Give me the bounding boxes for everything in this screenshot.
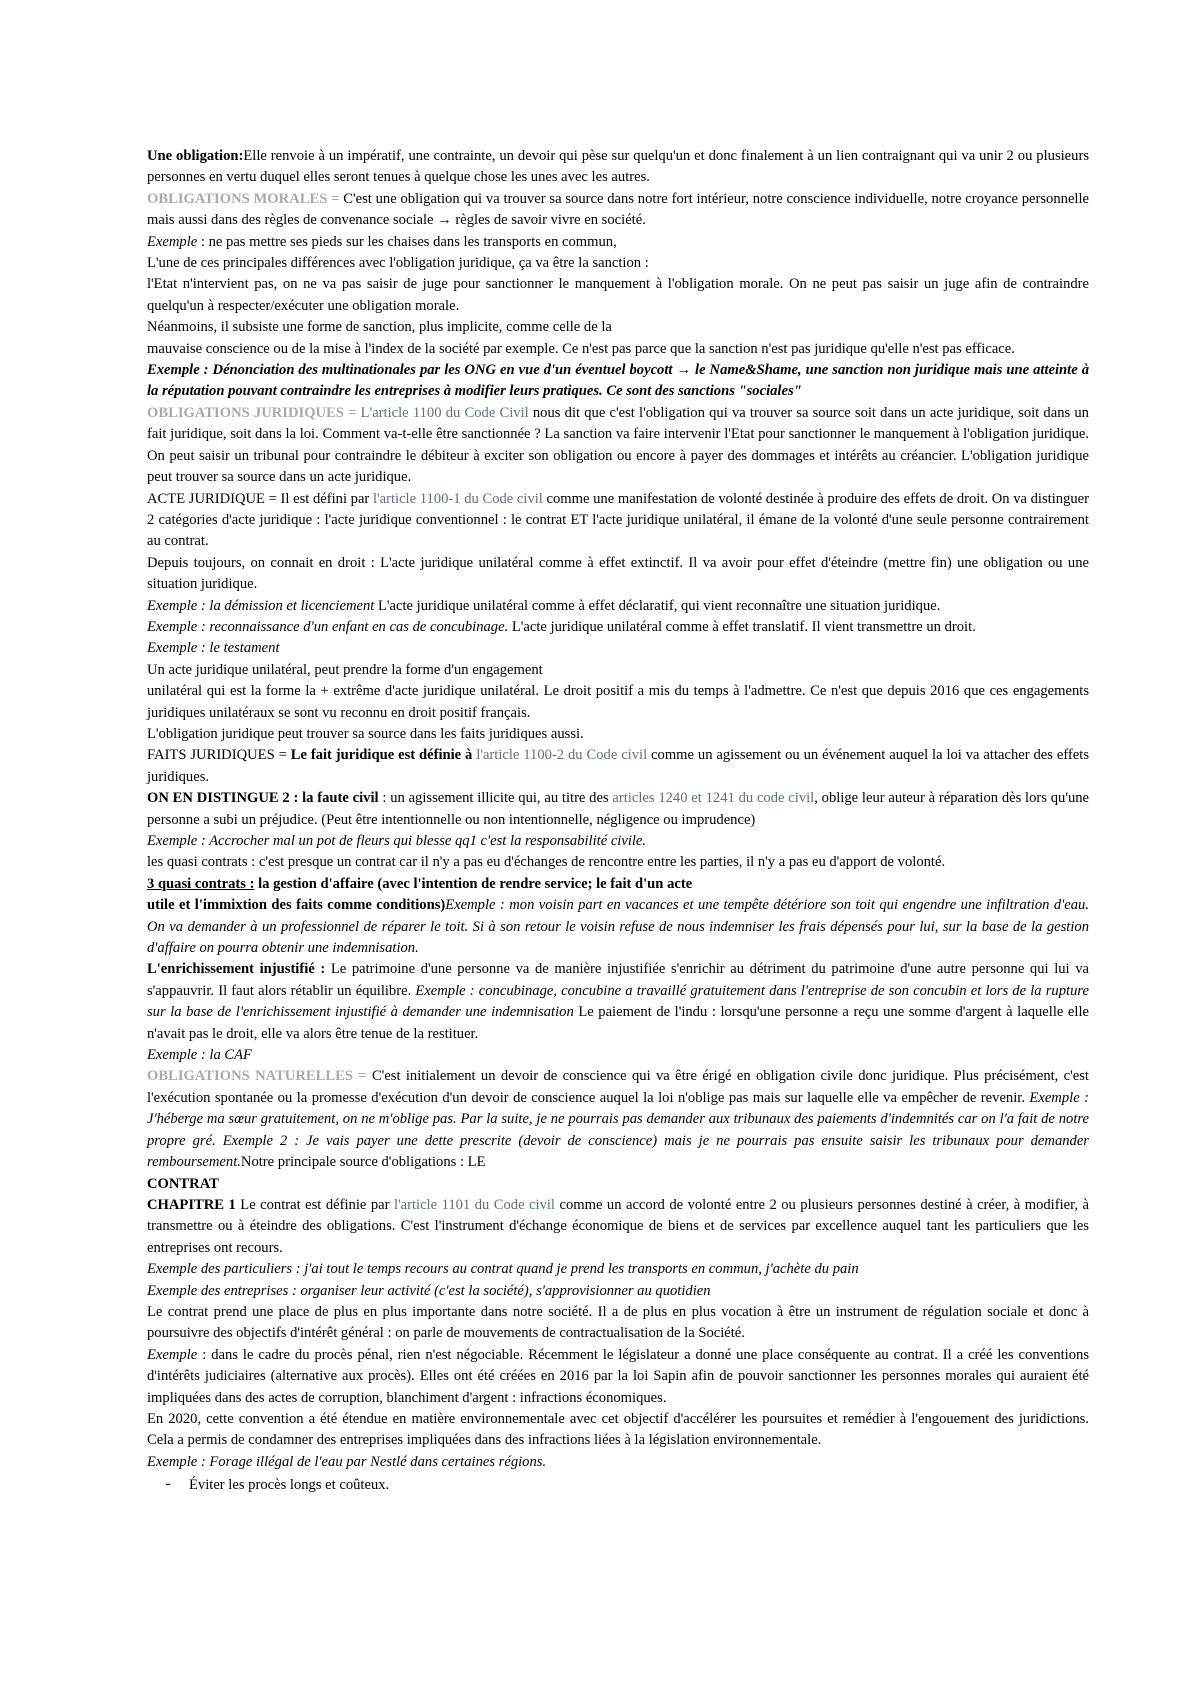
quasi3-heading: 3 quasi contrats : [147,875,255,892]
ong-example: Exemple : Dénonciation des multinationales par les ONG en vue d'un éventuel boycott → le Name&Shame, une sanction non juridique mais une atteinte à la réputation pouvant contraindre les entreprises à modifier leurs pratiques. Ce sont des sanctions "sociales" [147,362,1089,400]
etat-line: l'Etat n'intervient pas, on ne va pas saisir de juge pour sanctionner le manquement à l'obligation morale. On ne peut pas saisir un juge afin de contraindre quelqu'un à respecter/exécuter une obligation morale. [147,276,1089,314]
example-text: : ne pas mettre ses pieds sur les chaises dans les transports en commun, [197,233,617,250]
paragraph-enrichissement [147,959,1089,1045]
paragraph-distingue [147,788,1089,831]
naturelles-text: C'est initialement un devoir de conscience qui va être érigé en obligation civile donc juridique. Plus précisément, c'est l'exécution spontanée ou la promesse d'exécution d'un devoir de conscience auquel la loi n'oblige pas mais sur laquelle elle va empêcher de revenir. [147,1068,1089,1106]
particuliers-example: Exemple des particuliers : j'ai tout le temps recours au contrat quand je prend les transports en commun, j'achète du pain [147,1261,859,1278]
quasi-line: les quasi contrats : c'est presque un contrat car il n'y a pas eu d'échanges de rencontre entre les parties, il n'y a pas eu d'apport de volonté. [147,854,946,871]
accrocher-example: Exemple : Accrocher mal un pot de fleurs qui blesse qq1 c'est la responsabilité civile. [147,833,647,849]
chapitre-article-link[interactable]: l'article 1101 du Code civil [393,1196,555,1213]
concubinage-example: Exemple : concubinage, concubine a travaillé gratuitement dans l'entreprise de son concubin et lors de la rupture sur la base de l'enrichissement injustifié à demander une indemnisation [147,982,1089,1021]
paragraph-obligation [147,146,1089,189]
voisin-paragraph [147,895,1089,959]
demission-example: Exemple : la démission et licenciement [147,597,375,614]
mauvaise-line: mauvaise conscience ou de la mise à l'index de la société par exemple. Ce n'est pas parce que la sanction n'est pas juridique qu'elle n'est pas efficace. [147,340,1015,357]
place-line: Le contrat prend une place de plus en plus importante dans notre société. Il a de plus en plus vocation à être un instrument de régulation sociale et donc à poursuivre des objectifs d'intérêt général : on parle de mouvements de contractualisation de la Société. [147,1303,1089,1342]
enrichissement-heading: L'enrichissement injustifié : [147,961,326,978]
obligation-definition: Elle renvoie à un impératif, une contrainte, un devoir qui pèse sur quelqu'un et donc finalement à un lien contraignant qui va unir 2 ou plusieurs personnes en vertu duquel elles seront tenues à quelque chose les unes avec les autres. [147,148,1089,186]
reconnaissance-example: Exemple : reconnaissance d'un enfant en cas de concubinage. [147,618,509,635]
y2020-line: En 2020, cette convention a été étendue en matière environnementale avec cet objectif d'accélérer les poursuites et remédier à l'engouement des juridictions. Cela a permis de condamner des entreprises impliquées dans des infractions liées à la législation environnementale. [147,1410,1089,1449]
testament-example: Exemple : le testament [147,640,280,657]
faits-source-line: L'obligation juridique peut trouver sa source dans les faits juridiques aussi. [147,725,584,742]
neanmoins-line: Néanmoins, il subsiste une forme de sanction, plus implicite, comme celle de la [147,319,612,336]
caf-example: Exemple : la CAF [147,1047,252,1064]
morales-text: C'est une obligation qui va trouver sa source dans notre fort intérieur, notre conscience individuelle, notre croyance personnelle mais aussi dans des règles de convenance sociale → règles de savoir vivre en société. [147,190,1090,229]
faits-text1: Le fait juridique est définie à [290,747,477,764]
bullet-item [147,1475,1089,1496]
utile-text: utile et l'immixtion des faits comme conditions) [147,897,446,914]
bullet-dash: - [165,1475,171,1493]
acte-article-link[interactable]: l'article 1100-1 du Code civil [372,490,543,507]
acte-heading: ACTE JURIDIQUE = [147,490,281,507]
morales-heading: OBLIGATIONS MORALES = [147,190,344,207]
chapitre-text2: comme un accord de volonté entre 2 ou plusieurs personnes destiné à créer, à modifier, à transmettre ou à éteindre des obligations. C'est l'instrument d'échange économique de biens et de services par excellence auquel tant les particuliers que les entreprises ont recours. [147,1196,1089,1256]
juridiques-heading: OBLIGATIONS JURIDIQUES = [147,404,361,421]
obligation-label: Une obligation: [147,148,244,164]
reconnaissance-paragraph [147,617,1089,638]
juridiques-article-link[interactable]: L'article 1100 du Code Civil [360,404,529,421]
diff-line: L'une de ces principales différences avec l'obligation juridique, ça va être la sanction : [147,255,649,272]
nestle-example: Exemple : Forage illégal de l'eau par Nestlé dans certaines régions. [147,1453,547,1470]
distingue-text2: , oblige leur auteur à réparation dès lors qu'une personne a subi un préjudice. (Peut être intentionnelle ou non intentionnelle, négligence ou imprudence) [147,790,1090,828]
entreprises-example: Exemple des entreprises : organiser leur activité (c'est la société), s'approvisionner au quotidien [147,1282,711,1299]
quasi3-text: la gestion d'affaire (avec l'intention de rendre service; le fait d'un acte [254,875,693,892]
demission-text: L'acte juridique unilatéral comme à effet déclaratif, qui vient reconnaître une situation juridique. [374,597,941,614]
depuis-line: Depuis toujours, on connait en droit : L'acte juridique unilatéral comme à effet extinctif. Il va avoir pour effet d'éteindre (mettre fin) une obligation ou une situation juridique. [147,554,1089,593]
paragraph-faits [147,745,1089,788]
demission-paragraph [147,596,1089,617]
naturelles-heading: OBLIGATIONS NATURELLES = [147,1068,372,1085]
distingue-heading: ON EN DISTINGUE 2 : la faute civil [147,790,379,807]
voisin-example: Exemple : mon voisin part en vacances et une tempête détériore son toit qui engendre une infiltration d'eau. On va demander à un professionnel de réparer le toit. Si à son retour le voisin refuse de nous indemniser les frais dépensés pour lui, sur la base de la gestion d'affaire on pourra obtenir une indemnisation. [147,897,1089,957]
chapitre-text1: Le contrat est définie par [235,1196,394,1213]
distingue-article-link[interactable]: articles 1240 et 1241 du code civil [612,790,815,807]
penal-text: : dans le cadre du procès pénal, rien n'est négociable. Récemment le législateur a donné une place conséquente au contrat. Il a créé les conventions d'intérêts judiciaires (alternative aux procès). Elles ont été créées en 2016 par la loi Sapin afin de pouvoir sanctionner les personnes morales qui auraient été impliquées dans des actes de corruption, blanchiment d'argent : infractions économiques. [147,1346,1089,1406]
paiement-text: Le paiement de l'indu : lorsqu'une personne a reçu une somme d'argent à laquelle elle n'avait pas le droit, elle va alors être tenue de la restituer. [147,1004,1089,1042]
document-page [147,146,1089,1497]
penal-paragraph [147,1345,1089,1409]
quasi3-paragraph [147,874,1089,895]
paragraph-naturelles [147,1066,1089,1173]
engagement-line: Un acte juridique unilatéral, peut prendre la forme d'un engagement [147,661,543,678]
paragraph-morales [147,189,1089,232]
acte-text1: Il est défini par [280,490,373,507]
distingue-text1: : un agissement illicite qui, au titre des [378,790,613,807]
juridiques-text: nous dit que c'est l'obligation qui va trouver sa source soit dans un acte juridique, soit dans un fait juridique, soit dans la loi. Comment va-t-elle être sanctionnée ? La sanction va faire intervenir l'Etat pour sanctionner le manquement à l'obligation juridique. On peut saisir un tribunal pour contraindre le débiteur à exciter son obligation ou encore à payer des dommages et intérêts au créancier. L'obligation juridique peut trouver sa source dans un acte juridique. [147,404,1089,486]
paragraph-acte [147,489,1089,553]
morales-example [147,232,1089,253]
bullet-text: Éviter les procès longs et coûteux. [189,1477,390,1494]
paragraph-chapitre [147,1195,1089,1259]
paragraph-juridiques [147,403,1089,489]
naturelles-example: Exemple : J'héberge ma sœur gratuitement, on ne m'oblige pas. Par la suite, je ne pourrais pas demander aux tribunaux des paiements d'indemnités car on l'a fait de notre propre gré. Exemple 2 : Je vais payer une dette prescrite (devoir de conscience) mais je ne pourrais pas ensuite saisir les tribunaux pour demander remboursement. [147,1089,1089,1171]
acte-text2: comme une manifestation de volonté destinée à produire des effets de droit. On va distinguer 2 catégories d'acte juridique : l'acte juridique conventionnel : le contrat ET l'acte juridique unilatéral, il émane de la volonté d'une seule personne contrairement au contrat. [147,490,1090,550]
penal-example-label: Exemple [147,1346,198,1363]
chapitre-heading: CHAPITRE 1 [147,1196,236,1213]
source-text: Notre principale source d'obligations : LE [240,1154,486,1171]
reconnaissance-text: L'acte juridique unilatéral comme à effet translatif. Il vient transmettre un droit. [508,618,976,635]
enrichissement-text: Le patrimoine d'une personne va de manière injustifiée s'enrichir au détriment du patrimoine d'une autre personne qui lui va s'appauvrir. Il faut alors rétablir un équilibre. [147,961,1089,999]
example-label: Exemple [147,233,198,250]
faits-heading: FAITS JURIDIQUES = [147,747,291,764]
faits-text2: comme un agissement ou un événement auquel la loi va attacher des effets juridiques. [147,747,1089,785]
faits-article-link[interactable]: l'article 1100-2 du Code civil [476,747,648,764]
unilateral-line: unilatéral qui est la forme la + extrême d'acte juridique unilatéral. Le droit positif a mis du temps à l'admettre. Ce n'est que depuis 2016 que ces engagements juridiques unilatéraux se sont vu reconnu en droit positif français. [147,683,1089,721]
contrat-word: CONTRAT [147,1175,219,1192]
